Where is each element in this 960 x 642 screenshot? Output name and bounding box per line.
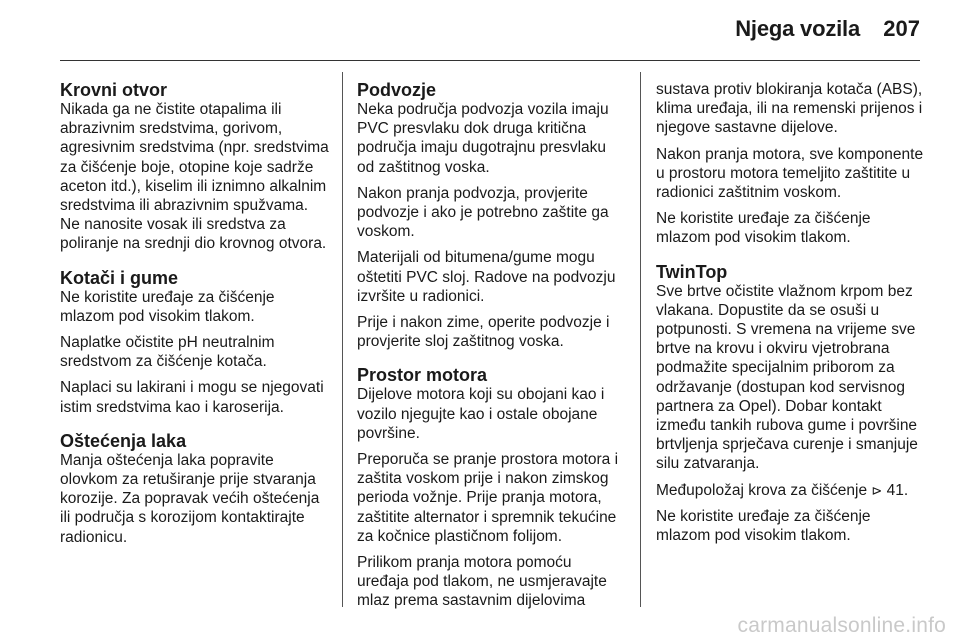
paragraph: Ne koristite uređaje za čišćenje mlazom pod visokim tlakom.	[656, 210, 871, 247]
column-divider-1	[342, 72, 343, 607]
section-heading: Oštećenja laka	[60, 430, 187, 451]
paragraph: sustava protiv blokiranja kotača (ABS), klima uređaja, ili na remenski prijenos i njegove sastavne dijelove.	[656, 81, 923, 137]
section-twintop	[656, 262, 926, 546]
column-1	[60, 80, 332, 561]
section-heading: Krovni otvor	[60, 80, 168, 100]
column-2	[357, 80, 625, 625]
paragraph: Nikada ga ne čistite otapalima ili abrazivnim sredstvima, gorivom, agresivnim sredstvima (npr. sredstvima za čišćenje boje, otopine koje sadrže aceton itd.), kiselim ili iznimno alkalnim sredstvima ili abrazivnim spužvama. Ne nanosite vosak ili sredstva za poliranje na srednji dio krovnog otvora.	[60, 101, 329, 253]
paragraph-with-reference	[656, 481, 926, 500]
section-wheels-tyres	[60, 268, 332, 417]
section-paint-damage	[60, 431, 332, 547]
page-header	[0, 0, 960, 62]
column-3	[656, 80, 926, 559]
paragraph: Manja oštećenja laka popravite olovkom za retuširanje prije stvaranja korozije. Za popravak većih oštećenja ili područja s korozijom kontaktirajte radionicu.	[60, 451, 320, 546]
section-heading: Podvozje	[357, 80, 437, 100]
page-number: 207	[883, 16, 920, 41]
section-heading: Kotači i gume	[60, 267, 179, 288]
paragraph: Prije i nakon zime, operite podvozje i provjerite sloj zaštitnog voska.	[357, 314, 610, 351]
section-heading: Prostor motora	[357, 365, 488, 386]
paragraph: Neka područja podvozja vozila imaju PVC presvlaku dok druga kritična područja imaju dugotrajnu presvlaku od zaštitnog voska.	[357, 101, 609, 176]
paragraph: Ne koristite uređaje za čišćenje mlazom pod visokim tlakom.	[60, 288, 275, 325]
paragraph: Nakon pranja podvozja, provjerite podvozje i ako je potrebno zaštite ga voskom.	[357, 184, 609, 241]
header-rule	[60, 60, 920, 61]
paragraph: Preporuča se pranje prostora motora i zaštita voskom prije i nakon zimskog perioda vožnje. Prije pranja motora, zaštitite alternator i spremnik tekućine za kočnice plastičnom folijom.	[357, 451, 619, 545]
section-engine-continued	[656, 80, 926, 248]
watermark-text: carmanualsonline.info	[737, 614, 946, 637]
paragraph: Dijelove motora koji su obojani kao i vozilo njegujte kao i ostale obojane površine.	[357, 386, 605, 442]
page-reference-icon: ⊳	[871, 482, 883, 498]
paragraph: Naplaci su lakirani i mogu se njegovati istim sredstvima kao i karoserija.	[60, 379, 324, 416]
running-title: Njega vozila	[735, 16, 860, 41]
page-reference-link[interactable]: 41.	[886, 481, 909, 499]
paragraph-text: Međupoložaj krova za čišćenje	[656, 481, 868, 499]
section-engine-compartment	[357, 365, 625, 610]
paragraph: Prilikom pranja motora pomoću uređaja pod tlakom, ne usmjeravajte mlaz prema sastavnim dijelovima	[357, 554, 607, 610]
paragraph: Naplatke očistite pH neutralnim sredstvom za čišćenje kotača.	[60, 334, 275, 371]
paragraph: Nakon pranja motora, sve komponente u prostoru motora temeljito zaštitite u radionici zaštitnim voskom.	[656, 145, 924, 202]
paragraph: Sve brtve očistite vlažnom krpom bez vlakana. Dopustite da se osuši u potpunosti. S vremena na vrijeme sve brtve na krovu i okviru vjetrobrana podmažite specijalnim priborom za održavanje (dostupan kod servisnog partnera za Opel). Dobar kontakt između tankih rubova gume i površine brtvljenja sprječava curenje i smanjuje silu zatvaranja.	[656, 282, 918, 473]
paragraph: Materijali od bitumena/gume mogu oštetiti PVC sloj. Radove na podvozju izvršite u radionici.	[357, 249, 616, 305]
section-heading: TwinTop	[656, 261, 728, 282]
paragraph: Ne koristite uređaje za čišćenje mlazom pod visokim tlakom.	[656, 507, 871, 545]
section-sunroof	[60, 80, 332, 254]
column-divider-2	[640, 72, 641, 607]
section-underbody	[357, 80, 625, 351]
